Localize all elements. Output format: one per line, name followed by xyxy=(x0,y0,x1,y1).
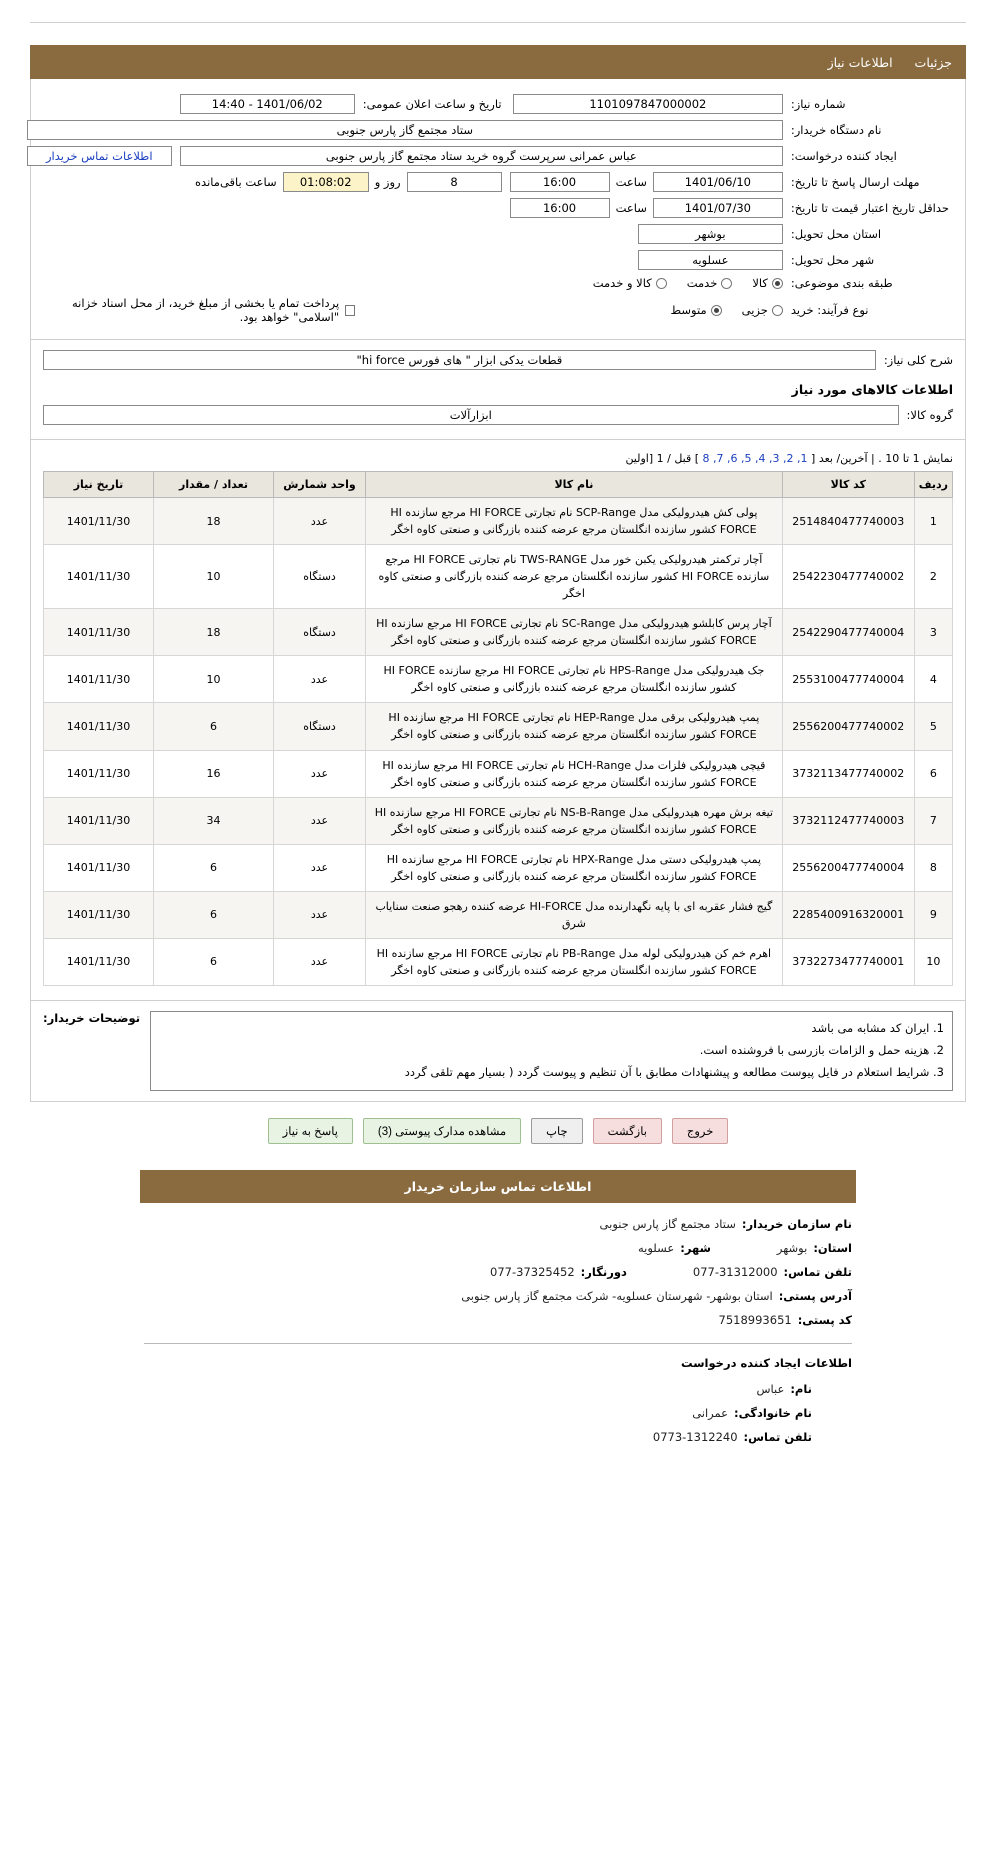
cell-name: تیغه برش مهره هیدرولیکی مدل NS-B-Range نام تجارتی HI FORCE مرجع سازنده HI FORCE کشور سازنده انگلستان مرجع عرضه کننده بازرگانی و صنعتی کاوه اخگر xyxy=(366,797,783,844)
label-price-validity: حداقل تاریخ اعتبار قیمت تا تاریخ: xyxy=(790,201,949,215)
cell-count: 16 xyxy=(154,750,274,797)
radio-process-medium[interactable] xyxy=(670,303,721,317)
pager-text-end: ] قبل / 1 [اولین xyxy=(625,452,700,465)
cell-payment-note xyxy=(23,293,359,327)
process-options xyxy=(363,303,783,317)
cell-count: 10 xyxy=(154,545,274,609)
page-root xyxy=(0,22,996,1444)
cell-category xyxy=(23,273,787,293)
label-category-service: خدمت xyxy=(686,276,718,290)
tab-details[interactable]: جزئیات xyxy=(914,54,952,70)
table-row xyxy=(44,609,953,656)
group-row xyxy=(43,405,953,425)
goods-section-title: اطلاعات کالاهای مورد نیاز xyxy=(791,382,953,397)
pager-links[interactable]: 1, 2, 3, 4, 5, 6, 7, 8 xyxy=(702,452,808,465)
value-creator-family: عمرانی xyxy=(692,1405,729,1420)
cell-creator-link xyxy=(23,143,176,169)
need-info-panel xyxy=(30,79,966,340)
deadline-group xyxy=(510,172,783,192)
label-goods-group: گروه کالا: xyxy=(906,408,953,422)
cell-unit: دستگاه xyxy=(274,703,366,750)
category-options xyxy=(27,276,783,290)
field-province: بوشهر xyxy=(638,224,783,244)
radio-category-service[interactable] xyxy=(687,276,733,290)
label-category-goods: کالا xyxy=(752,276,768,290)
cell-count: 10 xyxy=(154,656,274,703)
creator-section-title: اطلاعات ایجاد کننده درخواست xyxy=(681,1355,852,1370)
cell-count: 6 xyxy=(154,844,274,891)
th-count: تعداد / مقدار xyxy=(154,472,274,498)
field-days-remaining: 8 xyxy=(407,172,502,192)
field-city: عسلویه xyxy=(638,250,783,270)
note-line-2: 2. هزینه حمل و الزامات بازرسی با فروشنده است. xyxy=(699,1042,944,1057)
contact-fax-seg xyxy=(490,1265,627,1279)
buyer-notes-body xyxy=(150,1011,953,1091)
label-countdown-unit: ساعت باقی‌مانده xyxy=(195,175,277,189)
cell-date: 1401/11/30 xyxy=(44,703,154,750)
table-row xyxy=(44,797,953,844)
cell-name: پمپ هیدرولیکی برقی مدل HEP-Range نام تجارتی HI FORCE مرجع سازنده HI FORCE کشور سازنده انگلستان مرجع عرضه کننده بازرگانی و صنعتی کاوه اخگر xyxy=(366,703,783,750)
cell-spacer-1 xyxy=(23,91,176,117)
cell-code: 3732273477740001 xyxy=(782,938,914,985)
label-contact-address: آدرس پستی: xyxy=(778,1288,852,1303)
cell-code: 2556200477740002 xyxy=(782,703,914,750)
value-contact-phone: 077-31312000 xyxy=(692,1264,778,1279)
field-deadline-time: 16:00 xyxy=(510,172,610,192)
table-row xyxy=(44,703,953,750)
radio-category-both[interactable] xyxy=(593,276,667,290)
value-contact-city: عسلویه xyxy=(637,1240,675,1255)
cell-count: 34 xyxy=(154,797,274,844)
th-unit: واحد شمارش xyxy=(274,472,366,498)
label-process-medium: متوسط xyxy=(670,303,707,317)
table-row xyxy=(44,545,953,609)
label-province: استان محل تحویل: xyxy=(790,227,882,241)
exit-button[interactable]: خروج xyxy=(672,1118,728,1144)
radio-icon-both[interactable] xyxy=(656,278,667,289)
label-payment-note: پرداخت تمام یا بخشی از مبلغ خرید، از محل اسناد خزانه "اسلامی" خواهد بود. xyxy=(72,296,340,324)
action-buttons xyxy=(30,1118,966,1144)
cell-unit: عدد xyxy=(274,891,366,938)
value-contact-org: ستاد مجتمع گاز پارس جنوبی xyxy=(599,1216,736,1231)
contact-row-postal xyxy=(144,1313,852,1327)
cell-date: 1401/11/30 xyxy=(44,938,154,985)
label-contact-postal: کد پستی: xyxy=(797,1312,852,1327)
table-row xyxy=(44,498,953,545)
radio-category-goods[interactable] xyxy=(752,276,783,290)
field-buyer-org: ستاد مجتمع گاز پارس جنوبی xyxy=(27,120,783,140)
cell-row: 8 xyxy=(914,844,952,891)
field-creator: عباس عمرانی سرپرست گروه خرید ستاد مجتمع گاز پارس جنوبی xyxy=(180,146,783,166)
value-creator-phone: 0773-1312240 xyxy=(652,1429,738,1444)
cell-row: 2 xyxy=(914,545,952,609)
table-row xyxy=(44,750,953,797)
cell-city xyxy=(23,247,787,273)
cell-row: 4 xyxy=(914,656,952,703)
value-contact-province: بوشهر xyxy=(776,1240,808,1255)
cell-announce-value xyxy=(176,91,359,117)
radio-icon-medium[interactable] xyxy=(711,305,722,316)
cell-date: 1401/11/30 xyxy=(44,844,154,891)
cell-deadline xyxy=(506,169,787,195)
creator-row-family xyxy=(144,1406,852,1420)
cell-countdown xyxy=(23,169,506,195)
table-row xyxy=(44,656,953,703)
label-buyer-notes: توضیحات خریدار: xyxy=(43,1010,141,1025)
label-creator-phone: تلفن تماس: xyxy=(743,1429,812,1444)
value-creator-name: عباس xyxy=(756,1381,785,1396)
contact-section-title: اطلاعات تماس سازمان خریدار xyxy=(140,1170,856,1203)
contact-phone-seg xyxy=(693,1265,852,1279)
goods-table xyxy=(43,471,953,986)
cell-date: 1401/11/30 xyxy=(44,609,154,656)
label-days-unit: روز و xyxy=(374,175,401,189)
goods-table-head xyxy=(44,472,953,498)
cell-buyer-org-value xyxy=(23,117,787,143)
payment-note-group xyxy=(27,296,355,324)
creator-row-name xyxy=(144,1382,852,1396)
goods-table-header-row xyxy=(44,472,953,498)
row-province xyxy=(23,221,953,247)
cell-number-value xyxy=(506,91,787,117)
tab-need-info[interactable]: اطلاعات نیاز xyxy=(827,54,893,70)
label-process: نوع فرآیند: خرید xyxy=(790,303,869,317)
contact-panel xyxy=(140,1203,856,1444)
radio-icon-service[interactable] xyxy=(721,278,732,289)
cell-row: 5 xyxy=(914,703,952,750)
cell-code: 2514840477740003 xyxy=(782,498,914,545)
need-info-table xyxy=(23,91,953,327)
print-button[interactable]: چاپ xyxy=(531,1118,582,1144)
cell-code: 3732113477740002 xyxy=(782,750,914,797)
th-code: کد کالا xyxy=(782,472,914,498)
checkbox-payment-note[interactable] xyxy=(345,305,355,316)
cell-row: 6 xyxy=(914,750,952,797)
cell-code: 2285400916320001 xyxy=(782,891,914,938)
th-date: تاریخ نیاز xyxy=(44,472,154,498)
cell-code: 2556200477740004 xyxy=(782,844,914,891)
cell-province xyxy=(23,221,787,247)
note-line-3: 3. شرایط استعلام در فایل پیوست مطالعه و پیشنهادات مطابق با آن تنظیم و پیوست گردد ( بسیار مهم تلقی گردد xyxy=(404,1064,944,1079)
label-category-both: کالا و خدمت xyxy=(592,276,652,290)
field-announce: 1401/06/02 - 14:40 xyxy=(180,94,355,114)
cell-name: پولی کش هیدرولیکی مدل SCP-Range نام تجارتی HI FORCE مرجع سازنده HI FORCE کشور سازنده انگلستان مرجع عرضه کننده بازرگانی و صنعتی کاوه اخگر xyxy=(366,498,783,545)
field-number: 1101097847000002 xyxy=(513,94,783,114)
contact-row-address xyxy=(144,1289,852,1303)
description-row xyxy=(43,350,953,370)
cell-unit: عدد xyxy=(274,938,366,985)
label-deadline: مهلت ارسال پاسخ تا تاریخ: xyxy=(790,175,920,189)
price-validity-group xyxy=(27,198,783,218)
label-city: شهر محل تحویل: xyxy=(790,253,875,267)
contact-row-location xyxy=(144,1241,852,1255)
cell-row: 10 xyxy=(914,938,952,985)
contact-row-phone xyxy=(144,1265,852,1279)
view-attachments-button[interactable]: مشاهده مدارک پیوستی (3) xyxy=(363,1118,521,1144)
countdown-group xyxy=(27,172,502,192)
field-goods-group: ابزارآلات xyxy=(43,405,899,425)
cell-code: 2542230477740002 xyxy=(782,545,914,609)
cell-row: 7 xyxy=(914,797,952,844)
field-price-validity-time: 16:00 xyxy=(510,198,610,218)
row-city xyxy=(23,247,953,273)
row-process xyxy=(23,293,953,327)
cell-count: 6 xyxy=(154,703,274,750)
cell-unit: عدد xyxy=(274,797,366,844)
row-category xyxy=(23,273,953,293)
value-contact-address: استان بوشهر- شهرستان عسلویه- شرکت مجتمع گاز پارس جنوبی xyxy=(461,1288,773,1303)
row-creator xyxy=(23,143,953,169)
label-creator-name: نام: xyxy=(790,1381,812,1396)
cell-unit: عدد xyxy=(274,498,366,545)
cell-count: 6 xyxy=(154,891,274,938)
label-description: شرح کلی نیاز: xyxy=(883,353,953,367)
respond-button[interactable]: پاسخ به نیاز xyxy=(268,1118,353,1144)
cell-unit: عدد xyxy=(274,750,366,797)
table-row xyxy=(44,844,953,891)
cell-code: 3732112477740003 xyxy=(782,797,914,844)
cell-date: 1401/11/30 xyxy=(44,656,154,703)
label-process-minor: جزیی xyxy=(741,303,768,317)
cell-date: 1401/11/30 xyxy=(44,797,154,844)
radio-process-minor[interactable] xyxy=(742,303,783,317)
label-contact-city: شهر: xyxy=(680,1240,711,1255)
cell-unit: دستگاه xyxy=(274,545,366,609)
cell-process xyxy=(359,293,787,327)
cell-creator-value xyxy=(176,143,787,169)
field-price-validity-date: 1401/07/30 xyxy=(653,198,783,218)
cell-date: 1401/11/30 xyxy=(44,891,154,938)
pager-text-start: نمایش 1 تا 10 . | آخرین/ بعد [ xyxy=(811,452,953,465)
cell-name: اهرم خم کن هیدرولیکی لوله مدل PB-Range نام تجارتی HI FORCE مرجع سازنده HI FORCE کشور سازنده انگلستان مرجع عرضه کننده بازرگانی و صنعتی کاوه اخگر xyxy=(366,938,783,985)
label-contact-fax: دورنگار: xyxy=(580,1264,627,1279)
cell-name: آچار ترکمتر هیدرولیکی یکبن خور مدل TWS-RANGE نام تجارتی HI FORCE مرجع سازنده HI FORCE کشور سازنده انگلستان مرجع عرضه کننده بازرگانی و صنعتی کاوه اخگر xyxy=(366,545,783,609)
back-button[interactable]: بازگشت xyxy=(593,1118,662,1144)
cell-row: 1 xyxy=(914,498,952,545)
cell-date: 1401/11/30 xyxy=(44,545,154,609)
goods-table-panel xyxy=(30,440,966,1001)
label-creator-family: نام خانوادگی: xyxy=(734,1405,812,1420)
section-header-bar xyxy=(30,45,966,79)
cell-name: آچار پرس کابلشو هیدرولیکی مدل SC-Range نام تجارتی HI FORCE مرجع سازنده HI FORCE کشور سازنده انگلستان مرجع عرضه کننده بازرگانی و صنعتی کاوه اخگر xyxy=(366,609,783,656)
cell-name: پمپ هیدرولیکی دستی مدل HPX-Range نام تجارتی HI FORCE مرجع سازنده HI FORCE کشور سازنده انگلستان مرجع عرضه کننده بازرگانی و صنعتی کاوه اخگر xyxy=(366,844,783,891)
cell-date: 1401/11/30 xyxy=(44,498,154,545)
creator-row-phone xyxy=(144,1430,852,1444)
cell-name: گیج فشار عقربه ای با پایه نگهدارنده مدل HI-FORCE عرضه کننده رهجو صنعت سنایاب شرق xyxy=(366,891,783,938)
radio-icon-minor[interactable] xyxy=(772,305,783,316)
cell-row: 3 xyxy=(914,609,952,656)
value-contact-postal: 7518993651 xyxy=(718,1312,792,1327)
row-number xyxy=(23,91,953,117)
label-contact-org: نام سازمان خریدار: xyxy=(741,1216,852,1231)
cell-row: 9 xyxy=(914,891,952,938)
label-creator: ایجاد کننده درخواست: xyxy=(790,149,897,163)
field-countdown: 01:08:02 xyxy=(283,172,369,192)
pager xyxy=(43,452,953,465)
label-contact-phone: تلفن تماس: xyxy=(783,1264,852,1279)
row-price-validity xyxy=(23,195,953,221)
row-deadline xyxy=(23,169,953,195)
label-category: طبقه بندی موضوعی: xyxy=(790,276,893,290)
contact-city-seg xyxy=(638,1241,711,1255)
cell-count: 6 xyxy=(154,938,274,985)
cell-name: جک هیدرولیکی مدل HPS-Range نام تجارتی HI FORCE مرجع سازنده HI FORCE کشور سازنده انگلستان مرجع عرضه کننده بازرگانی و صنعتی کاوه اخگر xyxy=(366,656,783,703)
field-deadline-date: 1401/06/10 xyxy=(653,172,783,192)
buyer-notes-panel xyxy=(30,1001,966,1102)
cell-code: 2553100477740004 xyxy=(782,656,914,703)
cell-unit: عدد xyxy=(274,844,366,891)
cell-date: 1401/11/30 xyxy=(44,750,154,797)
cell-unit: عدد xyxy=(274,656,366,703)
contact-province-seg xyxy=(777,1241,852,1255)
description-panel xyxy=(30,340,966,440)
table-row xyxy=(44,891,953,938)
label-announce: تاریخ و ساعت اعلان عمومی: xyxy=(362,97,502,111)
contact-row-org xyxy=(144,1217,852,1231)
top-divider xyxy=(30,22,966,23)
content-wrap xyxy=(0,45,996,1444)
radio-icon-goods[interactable] xyxy=(772,278,783,289)
th-name: نام کالا xyxy=(366,472,783,498)
label-deadline-time: ساعت xyxy=(615,175,647,189)
contact-divider xyxy=(144,1343,852,1344)
label-price-validity-time: ساعت xyxy=(615,201,647,215)
label-contact-province: استان: xyxy=(813,1240,852,1255)
link-buyer-contact[interactable]: اطلاعات تماس خریدار xyxy=(27,146,172,166)
cell-unit: دستگاه xyxy=(274,609,366,656)
label-buyer-org: نام دستگاه خریدار: xyxy=(790,123,882,137)
table-row xyxy=(44,938,953,985)
goods-table-body xyxy=(44,498,953,986)
th-row: ردیف xyxy=(914,472,952,498)
cell-code: 2542290477740004 xyxy=(782,609,914,656)
cell-count: 18 xyxy=(154,609,274,656)
cell-price-validity xyxy=(23,195,787,221)
value-contact-fax: 077-37325452 xyxy=(490,1264,575,1279)
label-number: شماره نیاز: xyxy=(790,97,846,111)
note-line-1: 1. ایران کد مشابه می باشد xyxy=(811,1020,944,1035)
cell-count: 18 xyxy=(154,498,274,545)
row-buyer-org xyxy=(23,117,953,143)
cell-name: قیچی هیدرولیکی فلزات مدل HCH-Range نام تجارتی HI FORCE مرجع سازنده HI FORCE کشور سازنده انگلستان مرجع عرضه کننده بازرگانی و صنعتی کاوه اخگر xyxy=(366,750,783,797)
field-description: قطعات یدکی ابزار " های فورس hi force" xyxy=(43,350,876,370)
